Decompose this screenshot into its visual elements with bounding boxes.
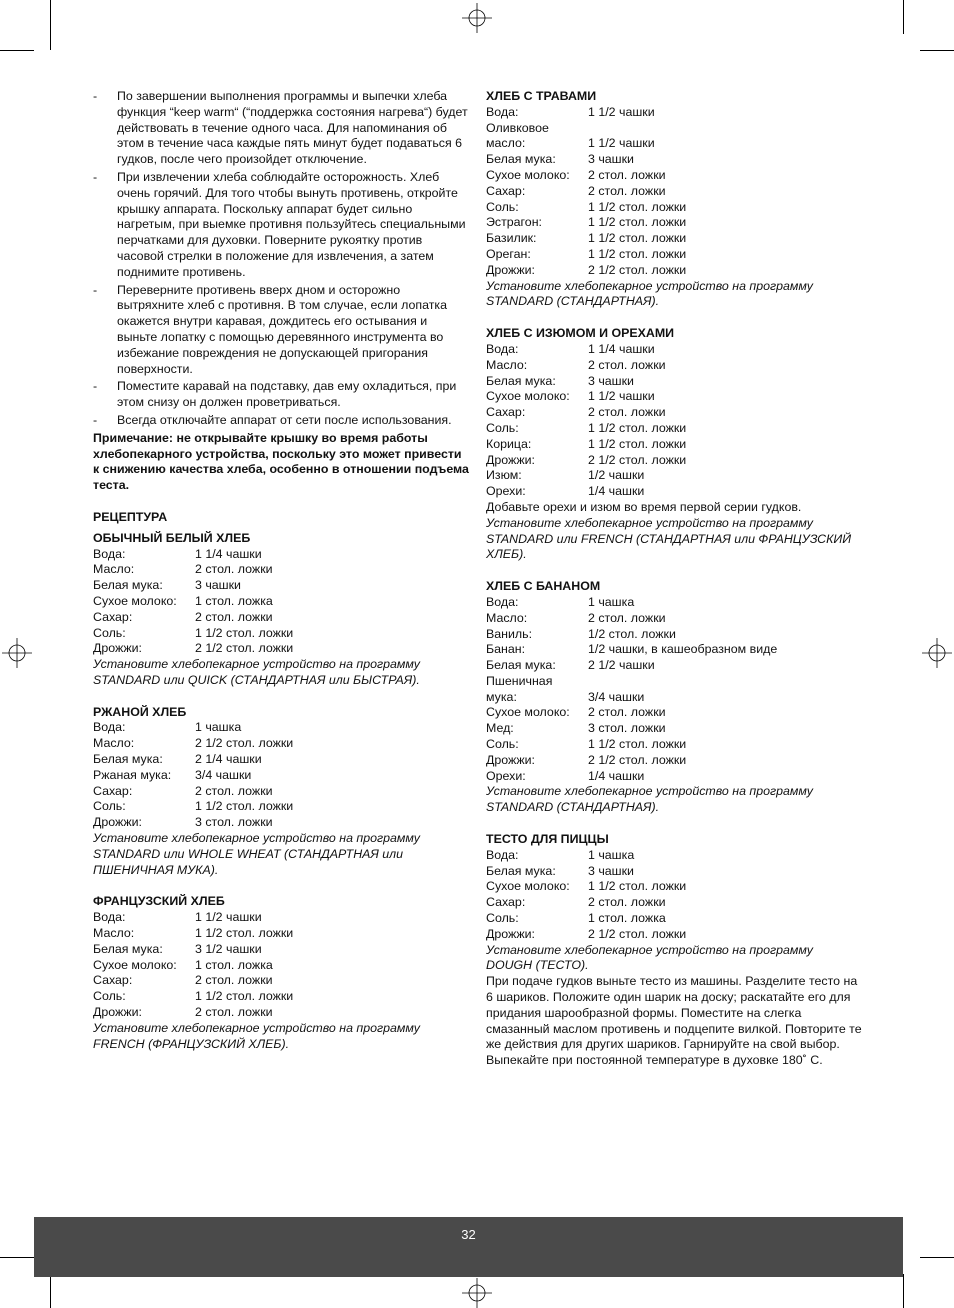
crop-mark — [920, 50, 954, 51]
ingredient-row — [486, 848, 862, 864]
ingredient-name: Сахар: — [486, 183, 526, 198]
ingredient-quantity: 2 стол. ложки — [195, 562, 273, 577]
ingredient-quantity: 1 1/2 чашки — [588, 104, 655, 119]
ingredient-row — [93, 973, 469, 989]
ingredient-row — [486, 453, 862, 469]
ingredient-row — [93, 562, 469, 578]
ingredient-name: Дрожжи: — [93, 1005, 142, 1020]
ingredient-name: Дрожжи: — [93, 815, 142, 830]
ingredient-quantity: 3/4 чашки — [195, 767, 252, 782]
ingredient-name: Корица: — [486, 436, 532, 451]
ingredient-name: Сахар: — [486, 405, 526, 420]
ingredient-quantity: 1 1/2 чашки — [195, 910, 262, 925]
ingredient-name: Белая мука: — [486, 658, 556, 673]
ingredient-quantity: 1 1/2 стол. ложки — [588, 420, 687, 435]
ingredient-quantity: 1 1/2 стол. ложки — [588, 737, 687, 752]
ingredient-name: Соль: — [486, 911, 519, 926]
crop-mark — [903, 0, 904, 34]
recipe-title: ТЕСТО ДЛЯ ПИЦЦЫ — [486, 832, 609, 847]
ingredient-name: Масло: — [486, 357, 528, 372]
ingredient-quantity: 1 1/2 стол. ложки — [588, 436, 687, 451]
ingredient-quantity: 2 стол. ложки — [588, 405, 666, 420]
crop-mark — [0, 50, 34, 51]
ingredient-quantity: 1 1/2 стол. ложки — [588, 231, 687, 246]
ingredient-name: Дрожжи: — [486, 752, 535, 767]
ingredient-quantity: 1 стол. ложка — [195, 593, 273, 608]
ingredient-row — [93, 736, 469, 752]
ingredient-name: Масло: — [93, 926, 135, 941]
ingredient-quantity: 3 чашки — [588, 152, 634, 167]
recipe-title: ХЛЕБ С ИЗЮМОМ И ОРЕХАМИ — [486, 326, 675, 341]
crop-mark — [920, 1257, 954, 1258]
ingredient-name: Изюм: — [486, 468, 522, 483]
ingredient-row — [93, 768, 469, 784]
ingredient-name: Сахар: — [93, 609, 133, 624]
ingredient-row — [93, 641, 469, 657]
ingredient-name: Сахар: — [93, 973, 133, 988]
ingredient-quantity: 1 чашка — [588, 847, 635, 862]
ingredient-row — [486, 642, 862, 658]
ingredient-name: Белая мука: — [486, 152, 556, 167]
ingredient-quantity: 1 1/2 чашки — [588, 389, 655, 404]
ingredient-quantity: 1 1/4 чашки — [195, 546, 262, 561]
recipe — [486, 89, 862, 310]
ingredient-row — [486, 215, 862, 231]
ingredient-row — [93, 626, 469, 642]
crop-mark — [903, 1274, 904, 1308]
ingredient-row — [486, 879, 862, 895]
ingredient-row — [93, 610, 469, 626]
ingredient-name: Белая мука: — [486, 863, 556, 878]
bullet-item: - Поместите каравай на подставку, дав ему охладиться, при этом снизу он должен проветриваться. — [93, 379, 469, 411]
recipe — [486, 326, 862, 563]
ingredient-name: Вода: — [486, 104, 519, 119]
note: Примечание: не открывайте крышку во время работы хлебопекарного устройства, поскольку это может привести к снижению качества хлеба, особенно в отношении подъема теста. — [93, 430, 469, 493]
ingredient-quantity: 2 1/2 стол. ложки — [588, 452, 687, 467]
ingredient-name: Дрожжи: — [486, 926, 535, 941]
bullet-item: - Переверните противень вверх дном и осторожно вытряхните хлеб с противня. В том случае, если лопатка окажется внутри каравая, дождитесь его остывания и выньте лопатку с помощью деревянного инструмента во избежание повреждения не допускающей пригорания поверхности. — [93, 283, 469, 378]
ingredient-row — [486, 152, 862, 168]
ingredient-quantity: 2 1/2 стол. ложки — [588, 926, 687, 941]
recipes-right — [486, 89, 862, 1069]
ingredient-quantity: 2 стол. ложки — [195, 609, 273, 624]
footer-bar — [34, 1217, 903, 1277]
ingredient-row — [486, 627, 862, 643]
ingredient-quantity: 1 1/2 чашки — [588, 136, 655, 151]
ingredient-name: Соль: — [486, 420, 519, 435]
ingredient-row — [486, 927, 862, 943]
ingredient-quantity: 1/2 стол. ложки — [588, 626, 676, 641]
recipe — [486, 832, 862, 1069]
ingredient-row — [486, 405, 862, 421]
ingredient-name: Сахар: — [93, 783, 133, 798]
recipe-title: РЖАНОЙ ХЛЕБ — [93, 704, 187, 719]
ingredient-row — [486, 231, 862, 247]
ingredient-row — [486, 911, 862, 927]
ingredient-row — [93, 958, 469, 974]
ingredient-row — [93, 926, 469, 942]
ingredient-row — [486, 200, 862, 216]
ingredient-name: Дрожжи: — [486, 262, 535, 277]
ingredient-row — [486, 658, 862, 674]
ingredient-name: Вода: — [93, 910, 126, 925]
program-instruction: Установите хлебопекарное устройство на программу STANDARD (СТАНДАРТНАЯ). — [486, 278, 813, 309]
ingredient-row — [486, 705, 862, 721]
ingredient-row — [486, 468, 862, 484]
ingredient-row — [93, 989, 469, 1005]
ingredient-quantity: 2 стол. ложки — [195, 1005, 273, 1020]
program-instruction: Установите хлебопекарное устройство на программу STANDARD или QUICK (СТАНДАРТНАЯ или БЫСТРАЯ). — [93, 657, 420, 687]
program-instruction: Установите хлебопекарное устройство на программу STANDARD или WHOLE WHEAT (СТАНДАРТНАЯ или ПШЕНИЧНАЯ МУКА). — [93, 831, 420, 877]
ingredient-name: Сахар: — [486, 895, 526, 910]
ingredient-row — [486, 674, 862, 706]
registration-mark-top — [462, 3, 492, 33]
ingredient-quantity: 1/4 чашки — [588, 484, 645, 499]
right-column — [486, 89, 862, 1069]
recipe-directions: При подаче гудков выньте тесто из машины. Разделите тесто на 6 шариков. Положите один шарик на доску; раскатайте его для придания шарообразной формы. Поместите на слегка смазанный маслом противень и подцепите вилкой. Повторите те же действия для других шариков. Гарнируйте на свой выбор. Выпекайте при постоянной температуре в духовке 180˚ С. — [486, 974, 862, 1068]
ingredient-name: Ореган: — [486, 246, 531, 261]
ingredient-quantity: 2 1/4 чашки — [195, 752, 262, 767]
ingredient-quantity: 1/4 чашки — [588, 768, 645, 783]
ingredient-name: Ваниль: — [486, 626, 533, 641]
recipe-title: ФРАНЦУЗСКИЙ ХЛЕБ — [93, 894, 225, 909]
ingredient-row — [486, 168, 862, 184]
recipe-tip: Добавьте орехи и изюм во время первой серии гудков. — [486, 499, 802, 514]
ingredient-row — [486, 247, 862, 263]
ingredient-name: Вода: — [93, 720, 126, 735]
ingredient-name: Масло: — [486, 610, 528, 625]
ingredient-row — [486, 611, 862, 627]
program-instruction: Установите хлебопекарное устройство на программу STANDARD или FRENCH (СТАНДАРТНАЯ или ФРАНЦУЗСКИЙ ХЛЕБ). — [486, 515, 852, 562]
ingredient-quantity: 2 1/2 чашки — [588, 658, 655, 673]
ingredient-name: Белая мука: — [93, 578, 163, 593]
ingredient-row — [93, 784, 469, 800]
ingredient-quantity: 3 чашки — [588, 373, 634, 388]
ingredient-name: Сухое молоко: — [486, 389, 570, 404]
ingredient-name: Оливковое масло: — [486, 120, 549, 151]
ingredient-row — [486, 184, 862, 200]
ingredient-quantity: 1 чашка — [588, 594, 635, 609]
ingredient-name: Соль: — [486, 737, 519, 752]
ingredient-row — [486, 895, 862, 911]
ingredient-name: Сухое молоко: — [486, 879, 570, 894]
ingredient-quantity: 3 стол. ложки — [195, 815, 273, 830]
ingredient-row — [486, 484, 862, 500]
ingredient-name: Белая мука: — [93, 752, 163, 767]
ingredient-quantity: 1 1/2 стол. ложки — [195, 989, 294, 1004]
ingredient-quantity: 1 1/2 стол. ложки — [195, 926, 294, 941]
ingredient-row — [93, 578, 469, 594]
registration-mark-bottom — [462, 1278, 492, 1308]
ingredient-name: Соль: — [93, 989, 126, 1004]
registration-mark-left — [2, 638, 32, 668]
ingredient-quantity: 2 стол. ложки — [588, 895, 666, 910]
ingredient-name: Соль: — [93, 799, 126, 814]
program-instruction: Установите хлебопекарное устройство на программу STANDARD (СТАНДАРТНАЯ). — [486, 784, 813, 815]
crop-mark — [0, 1257, 34, 1258]
ingredient-quantity: 3/4 чашки — [588, 689, 645, 704]
recipe — [486, 579, 862, 816]
crop-mark — [50, 1274, 51, 1308]
ingredient-quantity: 2 1/2 стол. ложки — [195, 736, 294, 751]
ingredient-row — [486, 721, 862, 737]
ingredient-name: Банан: — [486, 642, 526, 657]
ingredient-quantity: 2 стол. ложки — [195, 783, 273, 798]
ingredient-name: Ржаная мука: — [93, 767, 172, 782]
ingredient-quantity: 3 чашки — [588, 863, 634, 878]
ingredient-row — [93, 720, 469, 736]
ingredient-quantity: 2 стол. ложки — [588, 705, 666, 720]
recipes-left — [93, 531, 469, 1053]
program-instruction: Установите хлебопекарное устройство на программу FRENCH (ФРАНЦУЗСКИЙ ХЛЕБ). — [93, 1020, 420, 1051]
ingredient-name: Дрожжи: — [93, 641, 142, 656]
ingredient-row — [486, 864, 862, 880]
page-number: 32 — [461, 1227, 476, 1242]
recipe-title: ОБЫЧНЫЙ БЕЛЫЙ ХЛЕБ — [93, 530, 251, 545]
ingredient-row — [486, 374, 862, 390]
ingredient-row — [93, 815, 469, 831]
ingredient-row — [486, 105, 862, 121]
ingredient-name: Сухое молоко: — [486, 705, 570, 720]
ingredient-name: Сухое молоко: — [486, 167, 570, 182]
ingredient-name: Вода: — [486, 847, 519, 862]
ingredient-quantity: 1 чашка — [195, 720, 242, 735]
ingredient-name: Пшеничная мука: — [486, 673, 553, 704]
ingredient-quantity: 3 1/2 чашки — [195, 941, 262, 956]
ingredient-name: Дрожжи: — [486, 452, 535, 467]
ingredient-quantity: 1/2 чашки — [588, 468, 645, 483]
ingredient-row — [486, 437, 862, 453]
ingredient-name: Эстрагон: — [486, 215, 542, 230]
ingredient-name: Соль: — [486, 199, 519, 214]
recipe — [93, 531, 469, 689]
recipe — [93, 894, 469, 1052]
ingredient-row — [486, 121, 862, 153]
ingredient-name: Базилик: — [486, 231, 537, 246]
left-column — [93, 89, 469, 1052]
ingredient-quantity: 2 стол. ложки — [588, 610, 666, 625]
ingredient-quantity: 1 1/2 стол. ложки — [195, 625, 294, 640]
ingredient-name: Вода: — [486, 594, 519, 609]
ingredient-quantity: 1 стол. ложка — [588, 911, 666, 926]
ingredient-row — [486, 769, 862, 785]
recipe — [93, 705, 469, 879]
ingredient-quantity: 3 чашки — [195, 578, 241, 593]
ingredient-row — [486, 737, 862, 753]
ingredient-row — [486, 421, 862, 437]
ingredient-quantity: 2 стол. ложки — [195, 973, 273, 988]
ingredient-name: Соль: — [93, 625, 126, 640]
ingredient-name: Вода: — [486, 341, 519, 356]
ingredient-row — [486, 389, 862, 405]
recipe-title: ХЛЕБ С ТРАВАМИ — [486, 89, 597, 103]
ingredient-row — [93, 1005, 469, 1021]
ingredient-quantity: 1 стол. ложка — [195, 957, 273, 972]
ingredient-name: Белая мука: — [93, 941, 163, 956]
ingredient-name: Сухое молоко: — [93, 593, 177, 608]
crop-mark — [50, 0, 51, 50]
ingredient-quantity: 1 1/4 чашки — [588, 341, 655, 356]
ingredient-name: Масло: — [93, 562, 135, 577]
ingredient-row — [486, 358, 862, 374]
program-instruction: Установите хлебопекарное устройство на программу DOUGH (ТЕСТО). — [486, 942, 813, 973]
ingredient-row — [93, 752, 469, 768]
ingredient-quantity: 1 1/2 стол. ложки — [588, 215, 687, 230]
ingredient-name: Орехи: — [486, 768, 526, 783]
ingredient-name: Вода: — [93, 546, 126, 561]
ingredient-row — [93, 942, 469, 958]
ingredient-name: Сухое молоко: — [93, 957, 177, 972]
ingredient-name: Масло: — [93, 736, 135, 751]
section-title: РЕЦЕПТУРА — [93, 509, 168, 524]
intro-bullets — [93, 89, 469, 429]
ingredient-row — [93, 594, 469, 610]
recipe-title: ХЛЕБ С БАНАНОМ — [486, 579, 601, 594]
ingredient-name: Мед: — [486, 721, 514, 736]
ingredient-row — [486, 263, 862, 279]
ingredient-row — [486, 753, 862, 769]
ingredient-quantity: 1 1/2 стол. ложки — [195, 799, 294, 814]
bullet-item: - При извлечении хлеба соблюдайте осторожность. Хлеб очень горячий. Для того чтобы вынуть противень, откройте крышку аппарата. Поскольку аппарат будет сильно нагретым, при выемке противня пользуйтесь специальными перчатками для духовки. Поверните рукоятку против часовой стрелки в положение для извлечения, а затем поднимите противень. — [93, 170, 469, 281]
ingredient-row — [93, 799, 469, 815]
ingredient-quantity: 3 стол. ложки — [588, 721, 666, 736]
ingredient-quantity: 2 стол. ложки — [588, 357, 666, 372]
ingredient-quantity: 1 1/2 стол. ложки — [588, 246, 687, 261]
ingredient-quantity: 2 стол. ложки — [588, 167, 666, 182]
ingredient-row — [93, 547, 469, 563]
ingredient-row — [486, 342, 862, 358]
bullet-item: - Всегда отключайте аппарат от сети после использования. — [93, 413, 469, 429]
registration-mark-right — [922, 638, 952, 668]
ingredient-quantity: 1/2 чашки, в кашеобразном виде — [588, 642, 778, 657]
ingredient-quantity: 1 1/2 стол. ложки — [588, 199, 687, 214]
ingredient-quantity: 1 1/2 стол. ложки — [588, 879, 687, 894]
ingredient-name: Белая мука: — [486, 373, 556, 388]
ingredient-row — [486, 595, 862, 611]
ingredient-row — [93, 910, 469, 926]
ingredient-quantity: 2 1/2 стол. ложки — [195, 641, 294, 656]
ingredient-quantity: 2 1/2 стол. ложки — [588, 262, 687, 277]
bullet-item: - По завершении выполнения программы и выпечки хлеба функция “keep warm“ (“поддержка состояния нагрева“) будет действовать в течение одного часа. Для напоминания об этом в течение часа каждые пять минут будет подаваться 6 гудков, после чего произойдет отключение. — [93, 89, 469, 168]
ingredient-quantity: 2 стол. ложки — [588, 183, 666, 198]
ingredient-quantity: 2 1/2 стол. ложки — [588, 752, 687, 767]
ingredient-name: Орехи: — [486, 484, 526, 499]
